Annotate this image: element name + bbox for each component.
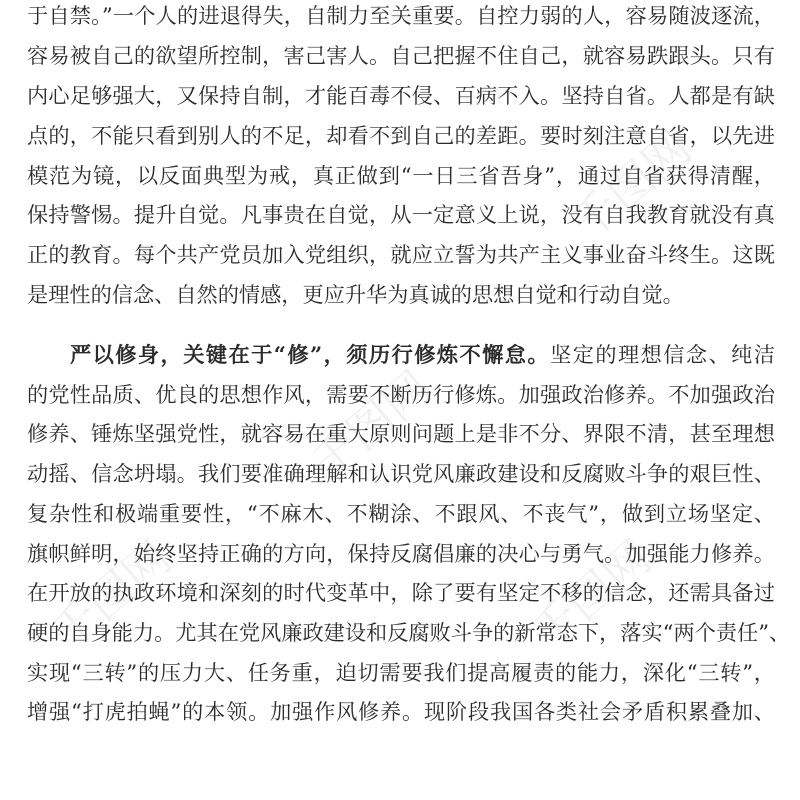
paragraph-line: 是理性的信念、自然的情感，更应升华为真诚的思想自觉和行动自觉。 [27, 282, 684, 307]
paragraph-line: 增强“打虎拍蝇”的本领。加强作风修养。现阶段我国各类社会矛盾积累叠加、 [27, 699, 775, 724]
paragraph-line: 在开放的执政环境和深刻的时代变革中，除了要有坚定不移的信念，还需具备过 [27, 580, 775, 605]
paragraph-line: 旗帜鲜明，始终坚持正确的方向，保持反腐倡廉的决心与勇气。加强能力修养。 [27, 541, 775, 566]
paragraph-line: 于自禁。”一个人的进退得失，自制力至关重要。自控力弱的人，容易随波逐流， [27, 3, 775, 28]
watermark: 千图网 [300, 360, 442, 491]
paragraph-line-rest: 坚定的理想信念、纯洁 [550, 342, 775, 367]
paragraph-line: 复杂性和极端重要性，“不麻木、不糊涂、不跟风、不丧气”，做到立场坚定、 [27, 501, 775, 526]
watermark: 千图网 [520, 530, 662, 661]
paragraph-line: 模范为镜，以反面典型为戒，真正做到“一日三省吾身”，通过自省获得清醒， [27, 163, 775, 188]
paragraph-line: 硬的自身能力。尤其在党风廉政建设和反腐败斗争的新常态下，落实“两个责任”、 [27, 620, 791, 645]
paragraph-line: 容易被自己的欲望所控制，害己害人。自己把握不住自己，就容易跌跟头。只有 [27, 43, 775, 68]
paragraph-line: 的党性品质、优良的思想作风，需要不断历行修炼。加强政治修养。不加强政治 [27, 382, 775, 407]
watermark: 千图网 [560, 120, 702, 251]
paragraph-line: 内心足够强大，又保持自制，才能百毒不侵、百病不入。坚持自省。人都是有缺 [27, 83, 775, 108]
paragraph-line: 保持警惕。提升自觉。凡事贵在自觉，从一定意义上说，没有自我教育就没有真 [27, 202, 775, 227]
watermark: 千图网 [40, 530, 182, 661]
paragraph-line: 修养、锤炼坚强党性，就容易在重大原则问题上是非不分、界限不清，甚至理想 [27, 421, 775, 446]
paragraph-line: 正的教育。每个共产党员加入党组织，就应立誓为共产主义事业奋斗终生。这既 [27, 242, 775, 267]
paragraph-first-line [27, 336, 775, 374]
paragraph-heading: 严以修身，关键在于“修”，须历行修炼不懈怠。 [70, 342, 551, 367]
paragraph-line: 点的，不能只看到别人的不足，却看不到自己的差距。要时刻注意自省，以先进 [27, 123, 775, 148]
paragraph-line: 动摇、信念坍塌。我们要准确理解和认识党风廉政建设和反腐败斗争的艰巨性、 [27, 461, 775, 486]
paragraph-line: 实现“三转”的压力大、任务重，迫切需要我们提高履责的能力，深化“三转”， [27, 660, 775, 685]
